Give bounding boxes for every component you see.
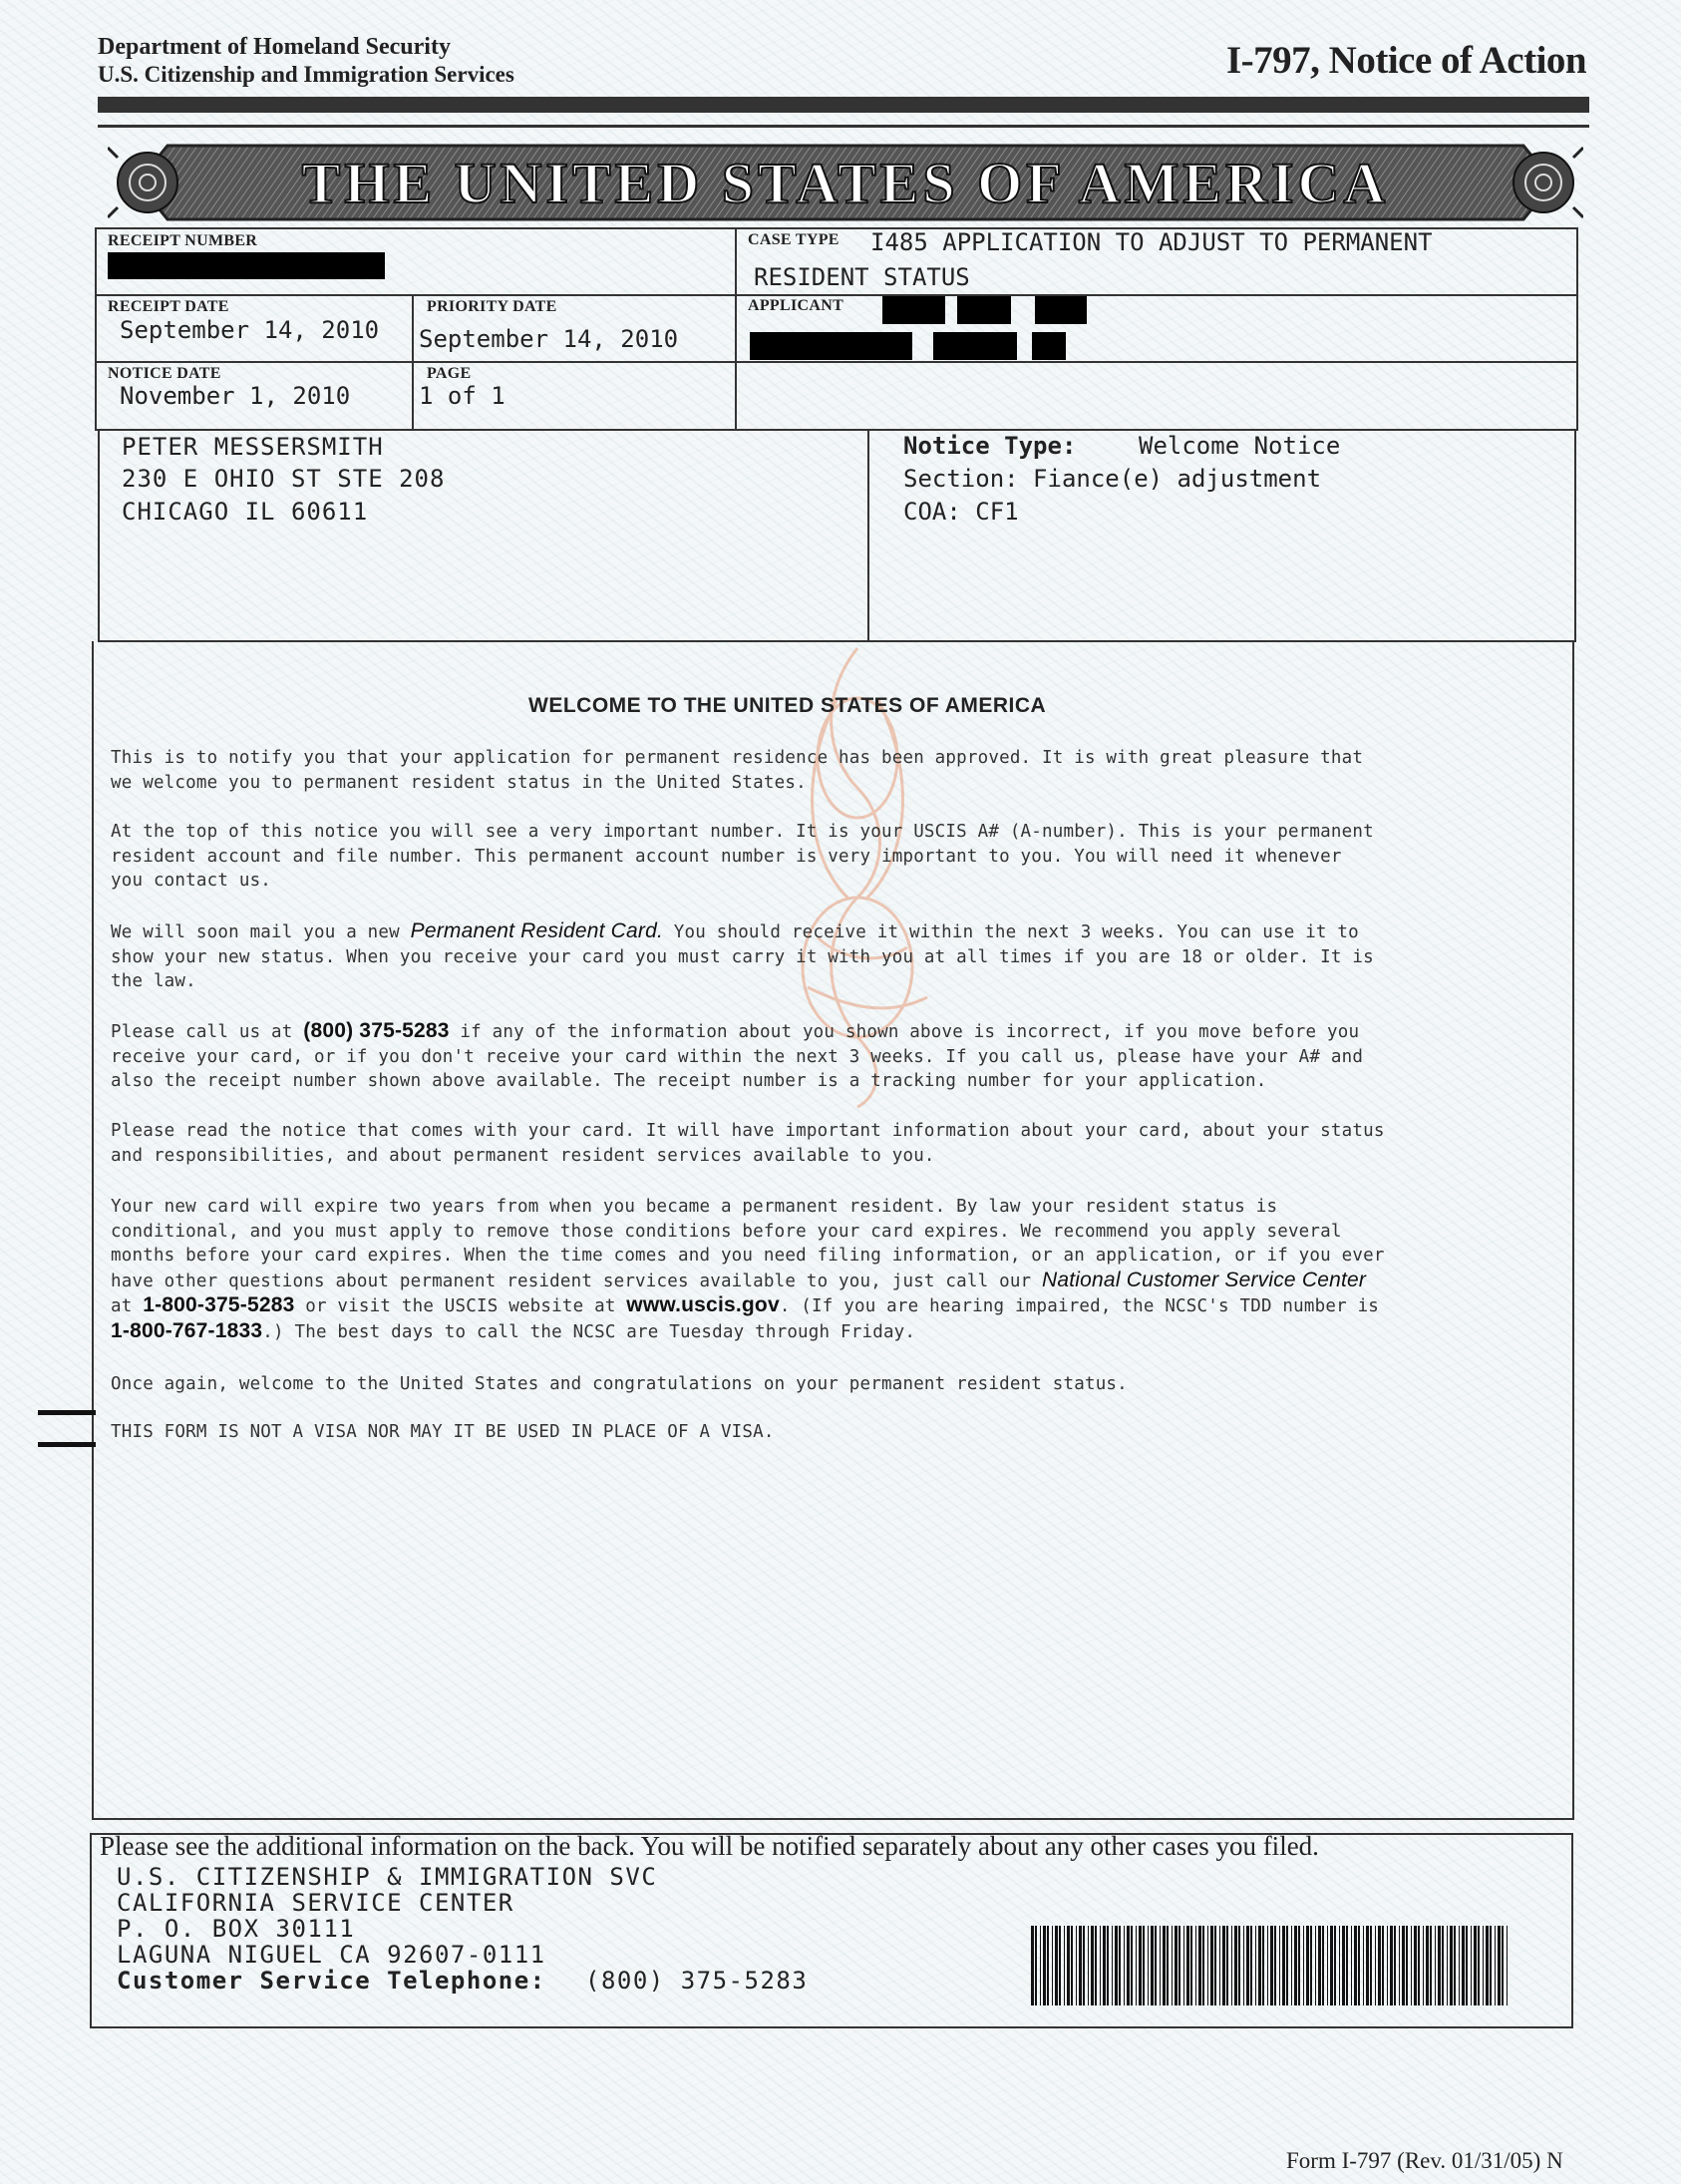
paragraph-expiry <box>111 1195 1561 1344</box>
case-type-value-cont: RESIDENT STATUS <box>754 263 970 291</box>
text-run: We will soon mail you a new <box>111 922 411 942</box>
redaction-bar <box>108 252 385 279</box>
notice-date-label: NOTICE DATE <box>108 365 221 382</box>
paragraph-visa-warning: THIS FORM IS NOT A VISA NOR MAY IT BE USED IN PLACE OF A VISA. <box>111 1422 775 1442</box>
page-label: PAGE <box>427 365 472 382</box>
notice-type-value: Welcome Notice <box>1139 432 1341 460</box>
grid-line <box>412 294 414 431</box>
redaction-bar <box>1032 332 1066 360</box>
return-address-line: LAGUNA NIGUEL CA 92607-0111 <box>117 1941 546 1969</box>
receipt-date-label: RECEIPT DATE <box>108 298 229 315</box>
text-run: .) The best days to call the NCSC are Tuesday through Friday. <box>262 1321 916 1342</box>
phone-number: 1-800-375-5283 <box>143 1293 295 1316</box>
paragraph-a-number: At the top of this notice you will see a very important number. It is your USCIS A# (A-number). This is your permanent resident account and file number. This permanent account number is very important to you. You will need it whenever you contact us. <box>111 822 1374 891</box>
grid-line <box>95 361 1578 363</box>
paragraph-call <box>111 1019 1561 1094</box>
priority-date-value: September 14, 2010 <box>419 325 679 353</box>
text-run: if any of the information about you shown above is incorrect, if you move before you receive your card, or if you don't receive your card within the next 3 weeks. If you call us, please have your A# and also the receipt number shown above available. The receipt number is a tracking number for your application. <box>111 1022 1364 1091</box>
paragraph-card <box>111 919 1561 994</box>
text-run: Please call us at <box>111 1022 304 1042</box>
welcome-heading: WELCOME TO THE UNITED STATES OF AMERICA <box>528 694 1047 717</box>
header-rule-thin <box>98 125 1589 128</box>
fold-mark <box>38 1410 96 1415</box>
receipt-number-label: RECEIPT NUMBER <box>108 232 258 249</box>
addressee-street: 230 E OHIO ST STE 208 <box>122 465 446 493</box>
notice-coa: COA: CF1 <box>903 498 1019 526</box>
barcode-icon <box>1031 1926 1513 2005</box>
form-revision: Form I-797 (Rev. 01/31/05) N <box>1286 2148 1563 2173</box>
paragraph-approval: This is to notify you that your application for permanent residence has been approved. It is with great pleasure that we welcome you to permanent resident status in the United States. <box>111 748 1364 793</box>
return-address-line: U.S. CITIZENSHIP & IMMIGRATION SVC <box>117 1863 658 1891</box>
text-run: or visit the USCIS website at <box>294 1296 627 1316</box>
notice-type-label: Notice Type: <box>903 432 1077 460</box>
case-type-label: CASE TYPE <box>748 231 840 248</box>
banner <box>108 138 1583 227</box>
fold-mark <box>38 1442 96 1447</box>
redaction-bar <box>750 332 912 360</box>
priority-date-label: PRIORITY DATE <box>427 298 557 315</box>
footer-note: Please see the additional information on the back. You will be notified separately about any other cases you filed. <box>100 1831 1319 1861</box>
case-type-value: I485 APPLICATION TO ADJUST TO PERMANENT <box>870 228 1433 256</box>
phone-number: (800) 375-5283 <box>303 1019 450 1042</box>
customer-service-label: Customer Service Telephone: <box>117 1967 546 1995</box>
notice-section: Section: Fiance(e) adjustment <box>903 465 1322 493</box>
redaction-bar <box>957 296 1011 324</box>
phone-number: 1-800-767-1833 <box>111 1318 263 1342</box>
page-value: 1 of 1 <box>419 382 505 410</box>
text-emphasis: Permanent Resident Card. <box>410 919 664 942</box>
grid-line <box>867 429 869 642</box>
address-box <box>98 429 1576 642</box>
text-run: . (If you are hearing impaired, the NCSC's TDD number is <box>779 1296 1380 1316</box>
redaction-bar <box>882 296 945 324</box>
return-address-line: CALIFORNIA SERVICE CENTER <box>117 1889 514 1917</box>
addressee-city: CHICAGO IL 60611 <box>122 498 369 526</box>
addressee-name: PETER MESSERSMITH <box>122 433 384 461</box>
text-run: at <box>111 1296 133 1316</box>
grid-line <box>735 227 737 431</box>
return-address-line: P. O. BOX 30111 <box>117 1915 356 1943</box>
website-link[interactable]: www.uscis.gov <box>626 1293 780 1316</box>
form-title: I-797, Notice of Action <box>1226 39 1587 82</box>
receipt-date-value: September 14, 2010 <box>120 316 380 344</box>
applicant-label: APPLICANT <box>748 297 844 314</box>
customer-service-phone: (800) 375-5283 <box>585 1967 809 1995</box>
grid-line <box>95 294 1578 296</box>
text-emphasis: National Customer Service Center <box>1042 1268 1367 1291</box>
paragraph-notice: Please read the notice that comes with your card. It will have important information about your card, about your status and responsibilities, and about permanent resident services available to you. <box>111 1121 1385 1166</box>
redaction-bar <box>1035 296 1087 324</box>
redaction-bar <box>933 332 1017 360</box>
header-rule <box>98 97 1589 113</box>
agency-subname: U.S. Citizenship and Immigration Services <box>98 62 514 87</box>
paragraph-congrats: Once again, welcome to the United States and congratulations on your permanent resident status. <box>111 1374 1128 1394</box>
notice-date-value: November 1, 2010 <box>120 382 351 410</box>
text-run: Your new card will expire two years from when you became a permanent resident. By law your resident status is conditional, and you must apply to remove those conditions before your card expires. We recommend you apply several months before your card expires. When the time comes and you need filing information, or an application, or if you ever have other questions about permanent resident services available to you, just call our <box>111 1197 1385 1291</box>
agency-name: Department of Homeland Security <box>98 34 451 60</box>
banner-title: THE UNITED STATES OF AMERICA <box>301 156 1390 211</box>
text-run: You should receive it within the next 3 weeks. You can use it to show your new status. When you receive your card you must carry it with you at all times if you are 18 or older. It is the law. <box>111 922 1374 991</box>
